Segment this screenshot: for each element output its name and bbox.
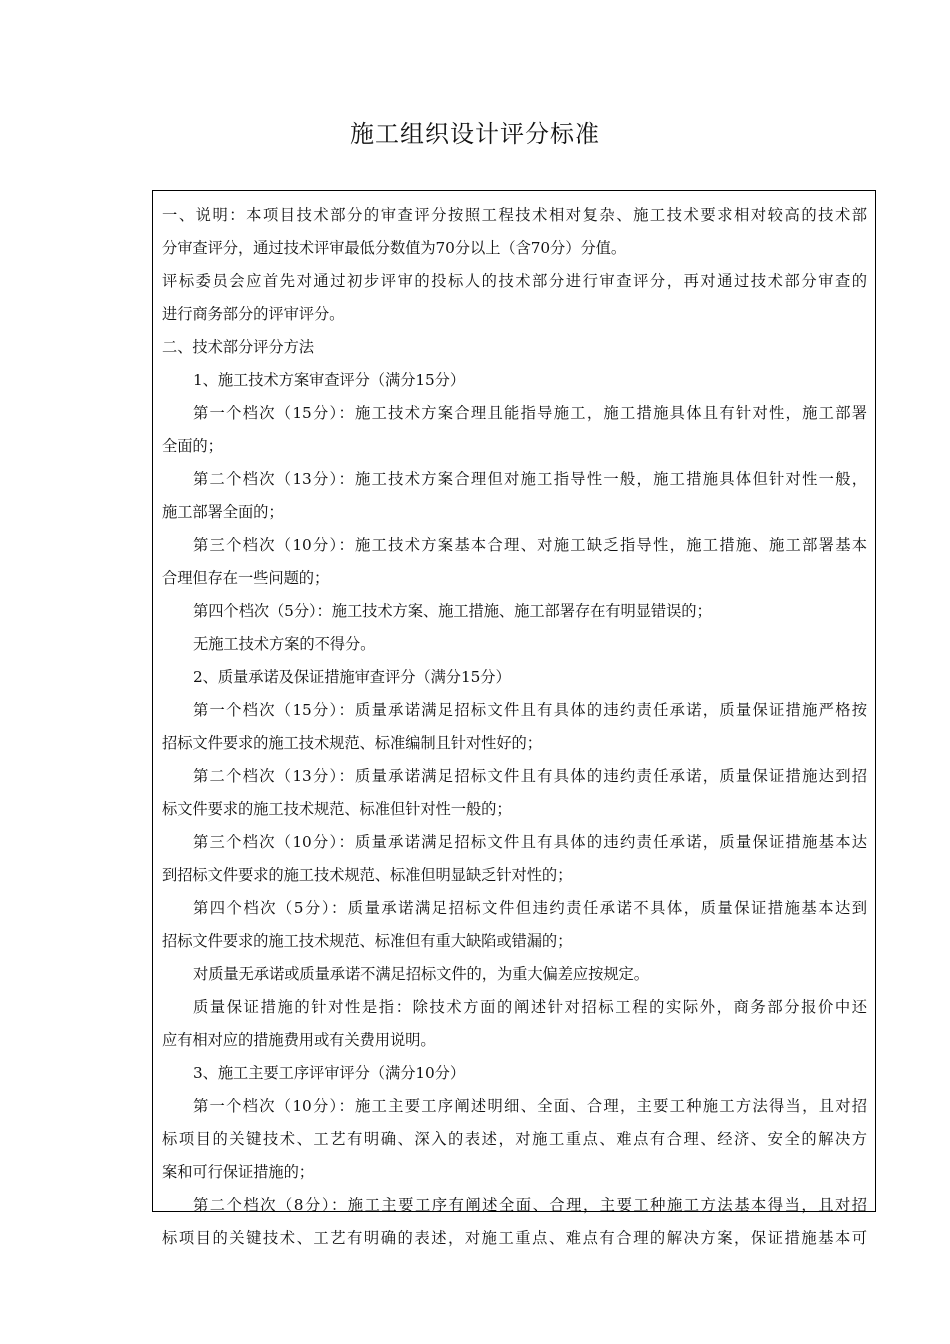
body-text-line: 施工部署全面的； — [162, 503, 284, 521]
body-text-line: 2、质量承诺及保证措施审查评分（满分15分） — [193, 668, 511, 686]
body-text-line: 第一个档次（15分）：施工技术方案合理且能指导施工，施工措施具体且有针对性，施工部署 — [193, 404, 867, 422]
body-text-line: 1、施工技术方案审查评分（满分15分） — [193, 371, 466, 389]
body-text-line: 第一个档次（10分）：施工主要工序阐述明细、全面、合理，主要工种施工方法得当，且对招 — [193, 1097, 867, 1115]
body-text-line: 第四个档次（5分）：质量承诺满足招标文件但违约责任承诺不具体，质量保证措施基本达到 — [193, 899, 867, 917]
body-text-line: 质量保证措施的针对性是指：除技术方面的阐述针对招标工程的实际外，商务部分报价中还 — [193, 998, 867, 1016]
body-text-line: 第二个档次（13分）：施工技术方案合理但对施工指导性一般，施工措施具体但针对性一般， — [193, 470, 867, 488]
body-text-line: 第一个档次（15分）：质量承诺满足招标文件且有具体的违约责任承诺，质量保证措施严格按 — [193, 701, 867, 719]
body-text-line: 标项目的关键技术、工艺有明确的表述，对施工重点、难点有合理的解决方案，保证措施基本可 — [162, 1229, 867, 1247]
body-text-line: 案和可行保证措施的； — [162, 1163, 314, 1181]
body-text-line: 3、施工主要工序评审评分（满分10分） — [193, 1064, 466, 1082]
body-text-line: 第三个档次（10分）：施工技术方案基本合理、对施工缺乏指导性，施工措施、施工部署基本 — [193, 536, 867, 554]
body-text-line: 标文件要求的施工技术规范、标准但针对性一般的； — [162, 800, 512, 818]
body-text-line: 无施工技术方案的不得分。 — [193, 635, 376, 653]
body-text-line: 招标文件要求的施工技术规范、标准但有重大缺陷或错漏的； — [162, 932, 573, 950]
body-text-line: 第三个档次（10分）：质量承诺满足招标文件且有具体的违约责任承诺，质量保证措施基本达 — [193, 833, 867, 851]
body-text-line: 第二个档次（13分）：质量承诺满足招标文件且有具体的违约责任承诺，质量保证措施达到招 — [193, 767, 867, 785]
body-text-line: 二、技术部分评分方法 — [162, 338, 314, 356]
body-text-line: 一、说明：本项目技术部分的审查评分按照工程技术相对复杂、施工技术要求相对较高的技术部 — [162, 206, 867, 224]
body-text-line: 到招标文件要求的施工技术规范、标准但明显缺乏针对性的； — [162, 866, 573, 884]
body-text-line: 第二个档次（8分）：施工主要工序有阐述全面、合理，主要工种施工方法基本得当，且对招 — [193, 1196, 867, 1214]
body-text-line: 标项目的关键技术、工艺有明确、深入的表述，对施工重点、难点有合理、经济、安全的解决方 — [162, 1130, 867, 1148]
body-text-line: 应有相对应的措施费用或有关费用说明。 — [162, 1031, 436, 1049]
body-text-line: 评标委员会应首先对通过初步评审的投标人的技术部分进行审查评分，再对通过技术部分审查的 — [162, 272, 867, 290]
body-text-line: 对质量无承诺或质量承诺不满足招标文件的，为重大偏差应按规定。 — [193, 965, 649, 983]
body-text-line: 招标文件要求的施工技术规范、标准编制且针对性好的； — [162, 734, 542, 752]
body-text-line: 全面的； — [162, 437, 223, 455]
body-text-line: 进行商务部分的评审评分。 — [162, 305, 345, 323]
document-title: 施工组织设计评分标准 — [350, 120, 600, 148]
body-text-line: 合理但存在一些问题的； — [162, 569, 330, 587]
scoring-criteria-box — [152, 190, 876, 1247]
body-text-line: 分审查评分，通过技术评审最低分数值为70分以上（含70分）分值。 — [162, 239, 627, 257]
body-text-line: 第四个档次（5分）：施工技术方案、施工措施、施工部署存在有明显错误的； — [193, 602, 712, 620]
